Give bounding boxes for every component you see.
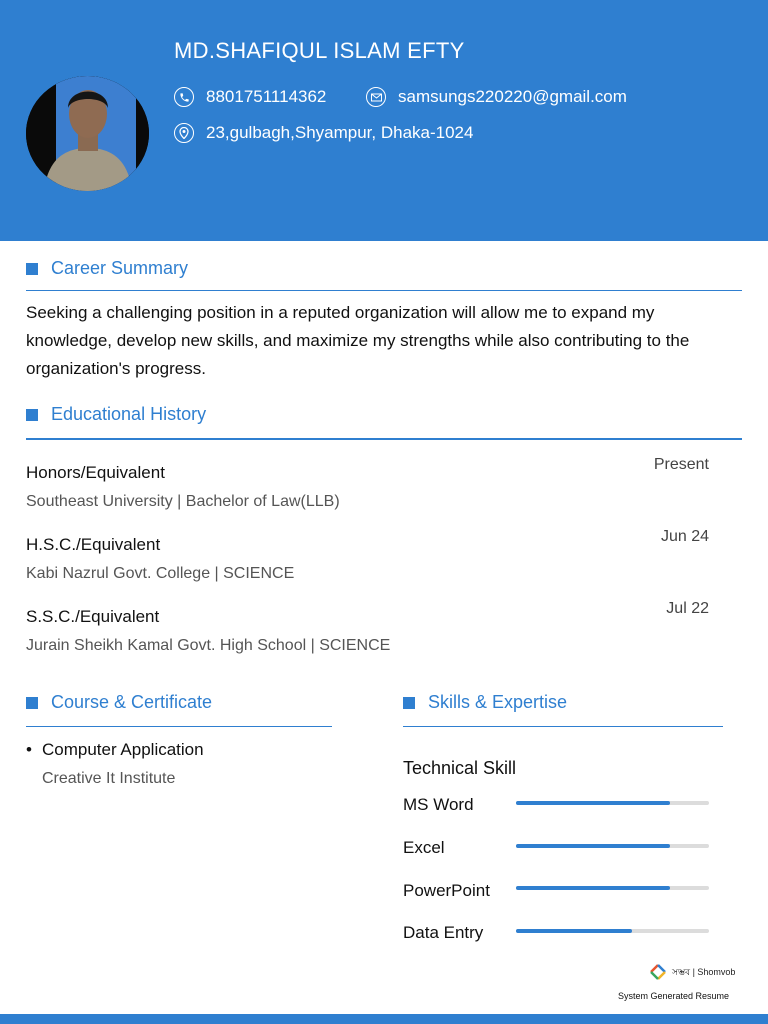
skill-bar-track [516,801,709,805]
email-row [366,87,627,107]
skill-bar-track [516,929,709,933]
section-marker-icon [26,409,38,421]
location-pin-icon [174,123,194,143]
education-degree: S.S.C./Equivalent [26,607,160,626]
divider [403,726,723,727]
divider [26,290,742,291]
career-summary-title: Career Summary [51,258,189,278]
skill-bar-fill [516,929,632,933]
footer-bar [0,1014,768,1024]
education-date: Jun 24 [660,528,709,545]
career-summary-heading [26,258,188,279]
education-heading [26,404,206,425]
section-marker-icon [26,697,38,709]
career-summary-text: Seeking a challenging position in a reputed organization will allow me to expand my knowledge, develop new skills, and maximize my strengths while also contributing to the organization's progress. [26,303,690,378]
education-institution: Southeast University | Bachelor of Law(LLB) [26,493,340,510]
skill-name: MS Word [403,795,474,814]
education-degree: H.S.C./Equivalent [26,535,161,554]
skills-heading [403,692,567,713]
skill-bar-fill [516,801,670,805]
header-banner [0,0,768,241]
education-title: Educational History [51,404,207,424]
system-generated-label: System Generated Resume [618,991,730,1001]
course-title: Course & Certificate [51,692,213,712]
section-marker-icon [403,697,415,709]
section-marker-icon [26,263,38,275]
course-provider: Creative It Institute [42,770,176,787]
candidate-name: MD.SHAFIQUL ISLAM EFTY [174,38,465,63]
address-row [174,123,473,143]
education-institution: Kabi Nazrul Govt. College | SCIENCE [26,565,295,582]
education-degree: Honors/Equivalent [26,463,165,482]
profile-photo [26,76,149,191]
skill-name: PowerPoint [403,881,490,900]
skill-bar-track [516,886,709,890]
divider [26,726,332,727]
course-name: Computer Application [42,740,204,759]
shomvob-logo-text: সম্ভব | Shomvob [672,966,736,977]
skill-bar-fill [516,844,670,848]
shomvob-logo [648,962,735,982]
skill-bar-fill [516,886,670,890]
education-date: Jul 22 [666,600,709,617]
address-text: 23,gulbagh,Shyampur, Dhaka-1024 [206,123,474,142]
phone-icon [174,87,194,107]
mail-icon [366,87,386,107]
phone-row [174,87,326,107]
skill-bar-track [516,844,709,848]
education-date: Present [653,456,709,473]
shomvob-logo-icon [648,962,668,982]
education-institution: Jurain Sheikh Kamal Govt. High School | SCIENCE [26,637,391,654]
divider [26,438,742,440]
skill-name: Data Entry [403,923,484,942]
course-heading [26,692,212,713]
technical-skill-heading: Technical Skill [403,758,517,778]
skill-name: Excel [403,838,445,857]
skills-title: Skills & Expertise [428,692,568,712]
email-address: samsungs220220@gmail.com [398,87,627,106]
bullet-icon: • [26,740,32,759]
phone-number: 8801751114362 [206,87,327,106]
